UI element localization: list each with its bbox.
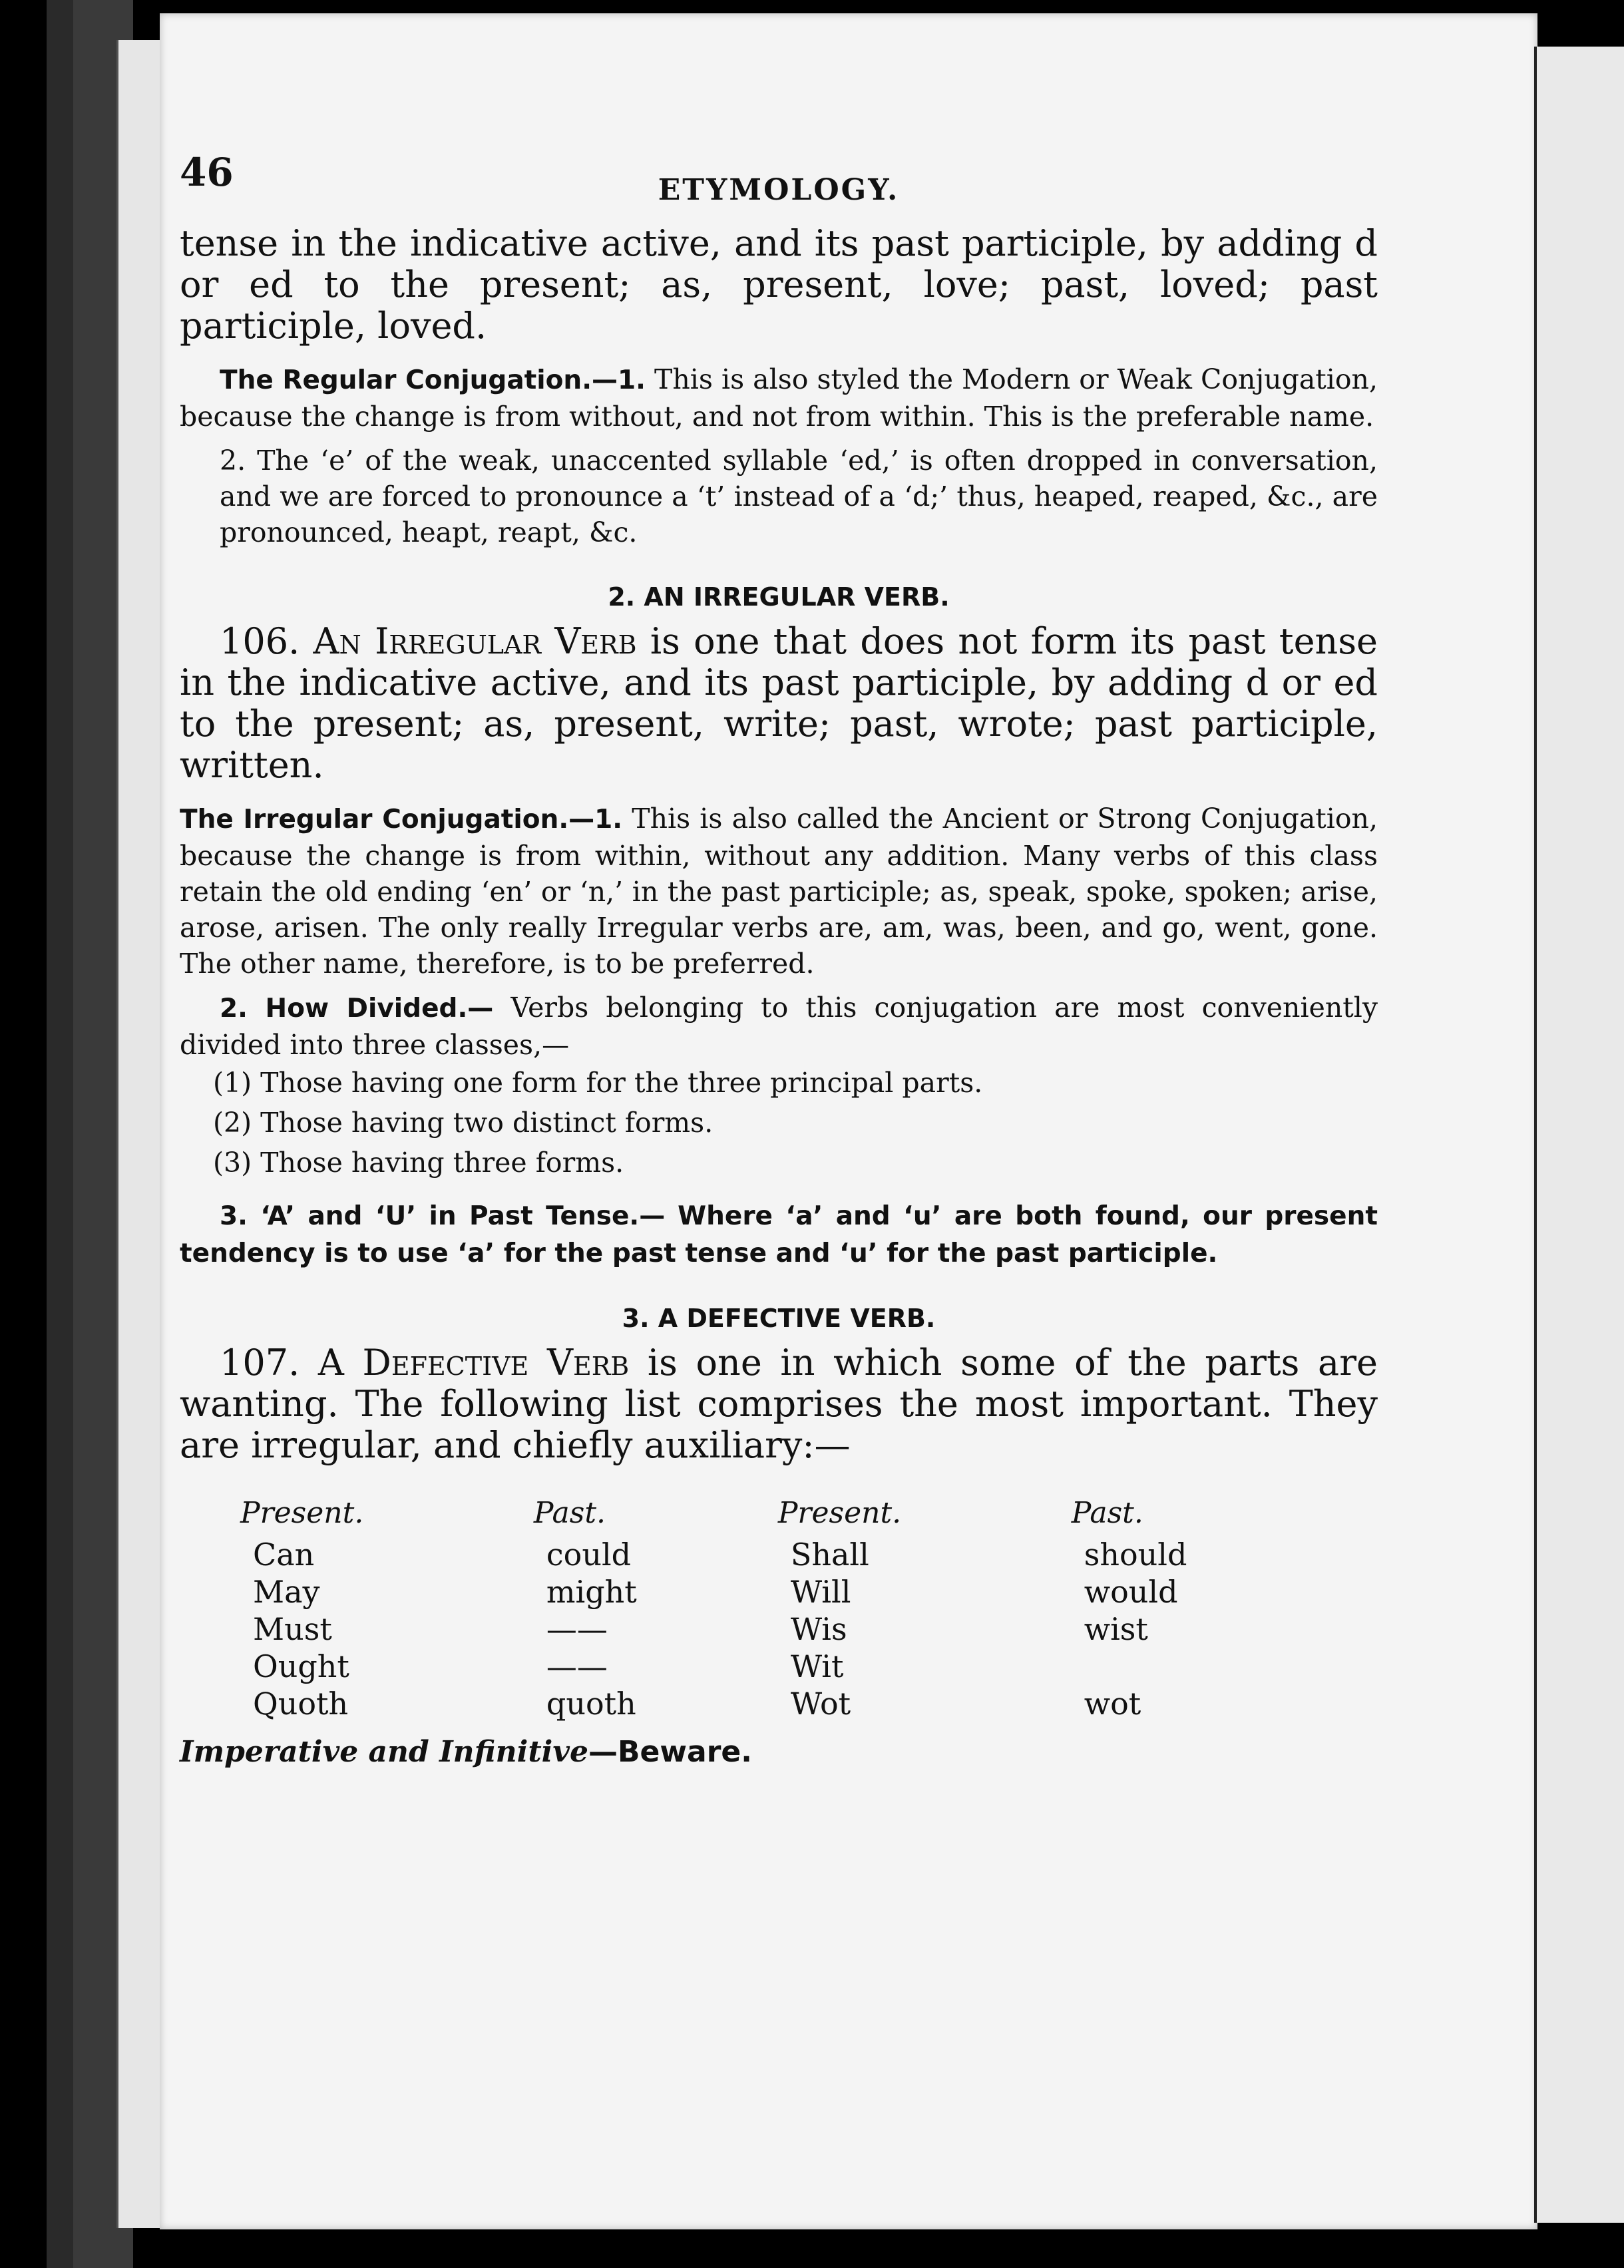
note-text: Where ‘a’ and ‘u’ are both found, our present tendency is to use ‘a’ for the past tense and ‘u’ for the past participle. — [180, 1201, 1378, 1268]
table-cell: —— — [546, 1648, 608, 1684]
page-number: 46 — [180, 150, 234, 195]
table-row — [240, 1537, 1344, 1574]
paragraph-continuation: tense in the indicative active, and its past participle, by adding d or ed to the present; as, present, love; past, loved; past participle, loved. — [180, 222, 1378, 347]
table-cell: should — [1084, 1537, 1187, 1573]
note-a-and-u — [180, 1197, 1378, 1272]
note-lead: 2. How Divided.— — [220, 994, 494, 1024]
table-row — [240, 1648, 1344, 1686]
note-lead: The Regular Conjugation.—1. — [220, 365, 646, 395]
table-row — [240, 1686, 1344, 1723]
note-lead: 3. ‘A’ and ‘U’ in Past Tense.— — [220, 1201, 666, 1231]
note-irregular-conjugation — [180, 801, 1378, 982]
defined-term: A Defective Verb — [317, 1342, 630, 1384]
defined-term: An Irregular Verb — [313, 620, 637, 662]
column-header: Present. — [777, 1496, 902, 1530]
table-cell: Can — [253, 1537, 315, 1573]
table-cell: Shall — [790, 1537, 869, 1573]
table-cell: might — [546, 1574, 637, 1610]
defective-verbs-table — [240, 1495, 1344, 1723]
table-cell: —— — [546, 1611, 608, 1647]
paragraph-number: 106. — [220, 620, 300, 662]
note-text: This is also styled the Modern or Weak Conjugation, because the change is from without, and not from within. This is the preferable name. — [180, 363, 1378, 433]
paragraph-107 — [180, 1342, 1378, 1466]
note-text: Verbs belonging to this conjugation are most conveniently divided into three classes,— — [180, 992, 1378, 1061]
column-header: Past. — [1071, 1496, 1143, 1530]
page-content — [180, 136, 1378, 1769]
closing-text: —Beware. — [588, 1735, 752, 1769]
table-cell: Ought — [253, 1648, 349, 1684]
note-text: This is also called the Ancient or Strong Conjugation, because the change is from within, without any addition. Many verbs of this class retain the old ending ‘en’ or ‘n,’ in the past participle; as, speak, spoke, spoken; arise, arose, arisen. The only really Irregular verbs are, am, was, been, and go, went, gone. The other name, therefore, is to be preferred. — [180, 803, 1378, 980]
table-cell: Wis — [790, 1611, 847, 1647]
table-cell: could — [546, 1537, 632, 1573]
table-cell: Wot — [790, 1686, 851, 1722]
paragraph-106 — [180, 621, 1378, 786]
running-header — [180, 136, 1378, 223]
facing-page-edge — [1534, 47, 1624, 2223]
closing-italic: Imperative and Infinitive — [180, 1735, 588, 1769]
column-header: Past. — [533, 1496, 606, 1530]
table-cell: Will — [790, 1574, 851, 1610]
table-cell: Must — [253, 1611, 332, 1647]
table-cell: May — [253, 1574, 320, 1610]
paragraph-text: is one in which some of the parts are wanting. The following list comprises the most important. They are irregular, and chiefly auxiliary:— — [180, 1342, 1378, 1466]
table-row — [240, 1611, 1344, 1648]
table-cell: Quoth — [253, 1686, 349, 1722]
table-cell: would — [1084, 1574, 1178, 1610]
paragraph-number: 107. — [220, 1342, 300, 1384]
class-list — [180, 1063, 1378, 1183]
closing-line — [180, 1735, 1378, 1769]
table-cell — [1071, 1648, 1344, 1686]
note-weak-ed: 2. The ‘e’ of the weak, unaccented syllable ‘ed,’ is often dropped in conversation, and we are forced to pronounce a ‘t’ instead of a ‘d;’ thus, heaped, reaped, &c., are pronounced, heapt, reapt, &c. — [220, 445, 1378, 548]
note-regular-conjugation — [180, 361, 1378, 435]
table-row — [240, 1574, 1344, 1611]
table-cell: quoth — [546, 1686, 636, 1722]
list-item: (1) Those having one form for the three principal parts. — [213, 1067, 983, 1099]
list-item: (2) Those having two distinct forms. — [213, 1107, 713, 1139]
table-cell: Wit — [790, 1648, 844, 1684]
book-page-edges — [116, 40, 165, 2228]
column-header: Present. — [240, 1496, 364, 1530]
section-heading-irregular: 2. AN IRREGULAR VERB. — [608, 582, 950, 612]
book-spine-edge — [47, 0, 73, 2268]
section-heading-defective: 3. A DEFECTIVE VERB. — [622, 1304, 936, 1333]
table-cell: wot — [1084, 1686, 1141, 1722]
table-header-row — [240, 1495, 1344, 1537]
paragraph-text: is one that does not form its past tense in the indicative active, and its past participle, by adding d or ed to the present; as, present, write; past, wrote; past participle, written. — [180, 620, 1378, 786]
list-item: (3) Those having three forms. — [213, 1147, 624, 1179]
running-title: ETYMOLOGY. — [658, 173, 900, 207]
note-lead: The Irregular Conjugation.—1. — [180, 805, 623, 835]
note-how-divided — [180, 990, 1378, 1063]
table-cell: wist — [1084, 1611, 1148, 1647]
